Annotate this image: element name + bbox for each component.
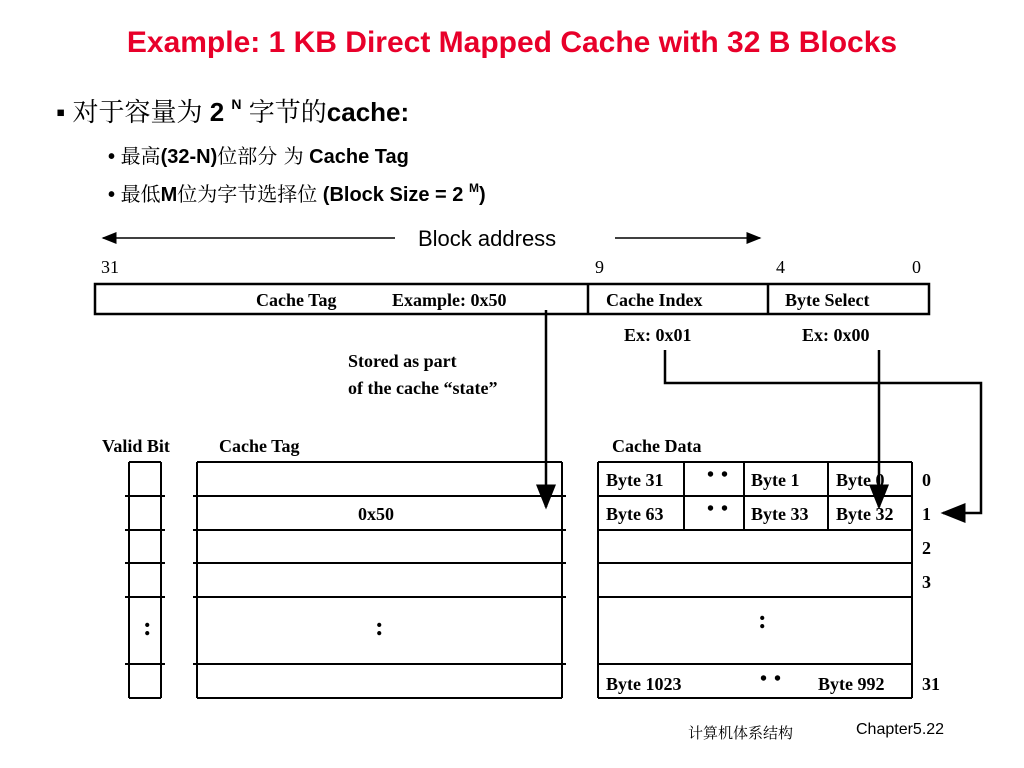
row0-byte0: Byte 0 — [836, 470, 885, 490]
footer-course: 计算机体系结构 — [688, 724, 794, 742]
tag-vertical-ellipsis: : — [375, 612, 384, 641]
dot-bullet-icon: • — [108, 184, 121, 206]
index-example: Ex: 0x01 — [624, 325, 692, 345]
field-byte-select: Byte Select — [785, 290, 870, 310]
last-ellipsis: • • — [760, 668, 783, 690]
state-note-line2: of the cache “state” — [348, 378, 498, 398]
cache-data-header: Cache Data — [612, 436, 702, 456]
last-byte1023: Byte 1023 — [606, 674, 682, 694]
row-index-1: 1 — [922, 504, 931, 524]
row1-ellipsis: • • — [707, 498, 730, 520]
tag-row1-value: 0x50 — [358, 504, 394, 524]
valid-bit-column — [125, 462, 165, 698]
field-cache-tag: Cache Tag — [256, 290, 337, 310]
bit-0-label: 0 — [912, 257, 921, 277]
row0-byte31: Byte 31 — [606, 470, 664, 490]
dot-bullet-icon: • — [108, 146, 121, 168]
data-vertical-ellipsis: : — [758, 605, 767, 634]
footer-chapter: Chapter5.22 — [856, 721, 945, 738]
row0-ellipsis: • • — [707, 464, 730, 486]
last-byte992: Byte 992 — [818, 674, 885, 694]
bullet-sub-2: • 最低M位为字节选择位 (Block Size = 2 $^M$) — [108, 181, 486, 206]
bit-31-label: 31 — [101, 257, 119, 277]
row-index-31: 31 — [922, 674, 940, 694]
index-arrow — [665, 350, 981, 513]
square-bullet-icon: ▪ — [56, 97, 73, 127]
valid-bit-header: Valid Bit — [102, 436, 170, 456]
cache-tag-header: Cache Tag — [219, 436, 300, 456]
row1-byte33: Byte 33 — [751, 504, 809, 524]
row-index-3: 3 — [922, 572, 931, 592]
state-note-line1: Stored as part — [348, 351, 457, 371]
block-address-label: Block address — [418, 226, 557, 251]
slide-title: Example: 1 KB Direct Mapped Cache with 32 B Blocks — [126, 26, 898, 59]
bit-9-label: 9 — [595, 257, 604, 277]
row-index-0: 0 — [922, 470, 931, 490]
row-index-2: 2 — [922, 538, 931, 558]
row0-byte1: Byte 1 — [751, 470, 800, 490]
field-cache-index: Cache Index — [606, 290, 703, 310]
valid-vertical-ellipsis: : — [143, 612, 152, 641]
bullet-sub-1: • 最高(32-N)位部分 为 Cache Tag — [108, 144, 409, 168]
bit-4-label: 4 — [776, 257, 785, 277]
field-tag-example: Example: 0x50 — [392, 290, 507, 310]
cache-data-column — [598, 462, 912, 698]
byte-example: Ex: 0x00 — [802, 325, 870, 345]
row1-byte63: Byte 63 — [606, 504, 664, 524]
bullet-main: ▪ 对于容量为 2 $^N$ 字节的cache: — [56, 96, 410, 128]
row1-byte32: Byte 32 — [836, 504, 894, 524]
cache-tag-column — [193, 462, 566, 698]
